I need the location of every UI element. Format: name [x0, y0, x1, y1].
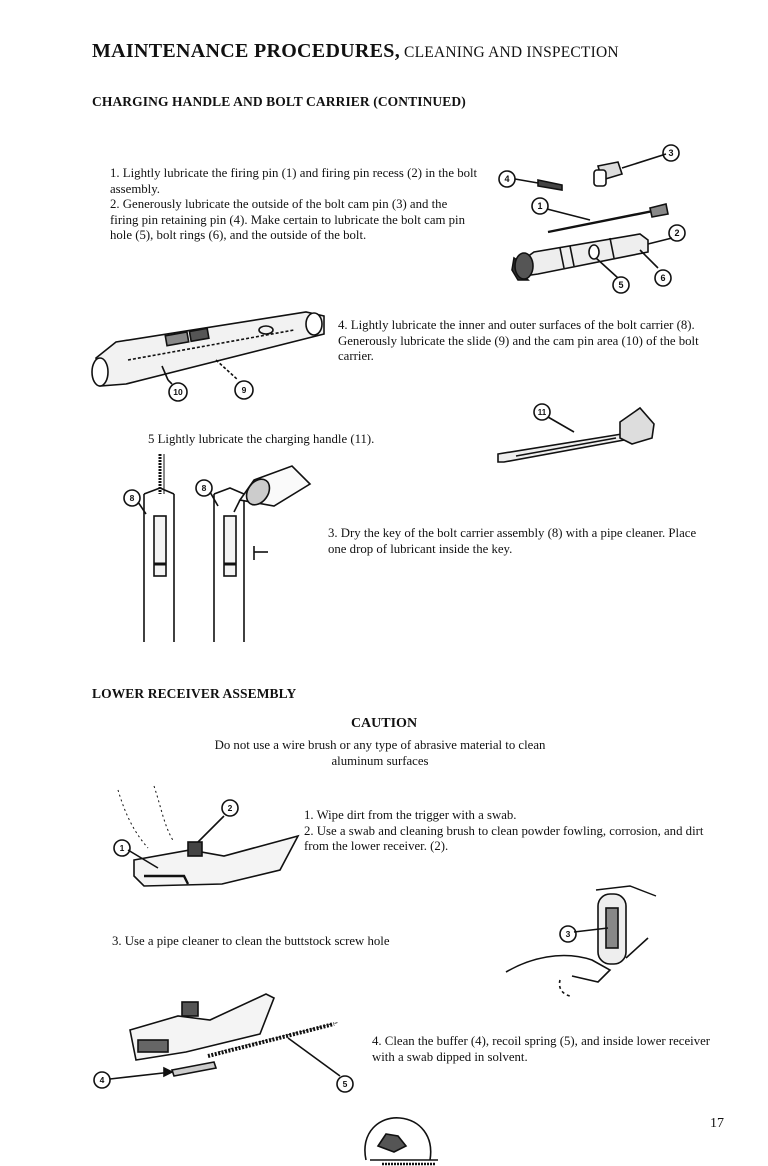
- page-number: 17: [710, 1116, 724, 1131]
- lower-step-4-text: 4. Clean the buffer (4), recoil spring (5), and inside lower receiver with a swab dipped in solvent.: [372, 1034, 711, 1064]
- section-heading-lower-receiver: LOWER RECEIVER ASSEMBLY: [92, 686, 297, 701]
- callout-11-label: 11: [537, 408, 547, 417]
- callout-3-label: 3: [668, 148, 674, 158]
- bolt-carrier-illustration: [86, 306, 334, 414]
- callout-1-label: 1: [537, 201, 543, 211]
- caution-title: CAUTION: [350, 716, 418, 731]
- bolt-lubrication-steps: [110, 166, 478, 244]
- publisher-logo: [356, 1112, 446, 1166]
- carrier-key-illustration: [116, 454, 312, 644]
- title-sub: CLEANING AND INSPECTION: [404, 44, 619, 61]
- lower-callout-1-label: 1: [119, 843, 125, 853]
- step-5-text: 5 Lightly lubricate the charging handle (11).: [148, 432, 375, 446]
- callout-10-label: 10: [173, 387, 183, 397]
- lower-step-3-text: 3. Use a pipe cleaner to clean the buttstock screw hole: [112, 934, 390, 948]
- bolt-assembly-illustration: [490, 140, 700, 300]
- callout-4-label: 4: [504, 174, 510, 184]
- caution-text: Do not use a wire brush or any type of abrasive material to clean aluminum surfaces: [214, 738, 546, 768]
- step-3-text: 3. Dry the key of the bolt carrier assembly (8) with a pipe cleaner. Place one drop of lubricant inside the key.: [328, 526, 697, 556]
- callout-6-label: 6: [660, 273, 666, 283]
- lower-callout-2-label: 2: [227, 803, 233, 813]
- callout-9-label: 9: [241, 385, 247, 395]
- lower-step-1-text: 1. Wipe dirt from the trigger with a swab.: [304, 808, 517, 822]
- callout-2-label: 2: [674, 228, 680, 238]
- callout-8-right-label: 8: [201, 483, 207, 493]
- buffer-recoil-spring-illustration: [90, 990, 360, 1096]
- step-2-text: 2. Generously lubricate the outside of the bolt cam pin (3) and the firing pin retaining pin (4). Make certain to lubricate the bolt cam pin hole (5), bolt rings (6), and the outside of the bolt.: [110, 197, 466, 242]
- buttstock-callout-3-label: 3: [565, 929, 571, 939]
- buttstock-screw-hole-illustration: [500, 878, 660, 1004]
- step-4-text: 4. Lightly lubricate the inner and outer surfaces of the bolt carrier (8). Generously lubricate the slide (9) and the cam pin area (10) of the bolt carrier.: [338, 318, 699, 363]
- lower-receiver-steps: [304, 808, 716, 855]
- lower-receiver-swab-illustration: [104, 780, 304, 890]
- callout-8-left-label: 8: [129, 493, 135, 503]
- charging-handle-illustration: [492, 398, 664, 472]
- buffer-callout-4-label: 4: [99, 1075, 105, 1085]
- section-heading-charging-handle: CHARGING HANDLE AND BOLT CARRIER (CONTINUED): [92, 94, 466, 109]
- title-main: MAINTENANCE PROCEDURES,: [92, 40, 401, 62]
- spring-callout-5-label: 5: [342, 1079, 348, 1089]
- lower-step-2-text: 2. Use a swab and cleaning brush to clean powder fowling, corrosion, and dirt from the lower receiver. (2).: [304, 823, 704, 853]
- callout-5-label: 5: [618, 280, 624, 290]
- page-title: [92, 40, 619, 63]
- step-1-text: 1. Lightly lubricate the firing pin (1) and firing pin recess (2) in the bolt assembly.: [110, 166, 478, 196]
